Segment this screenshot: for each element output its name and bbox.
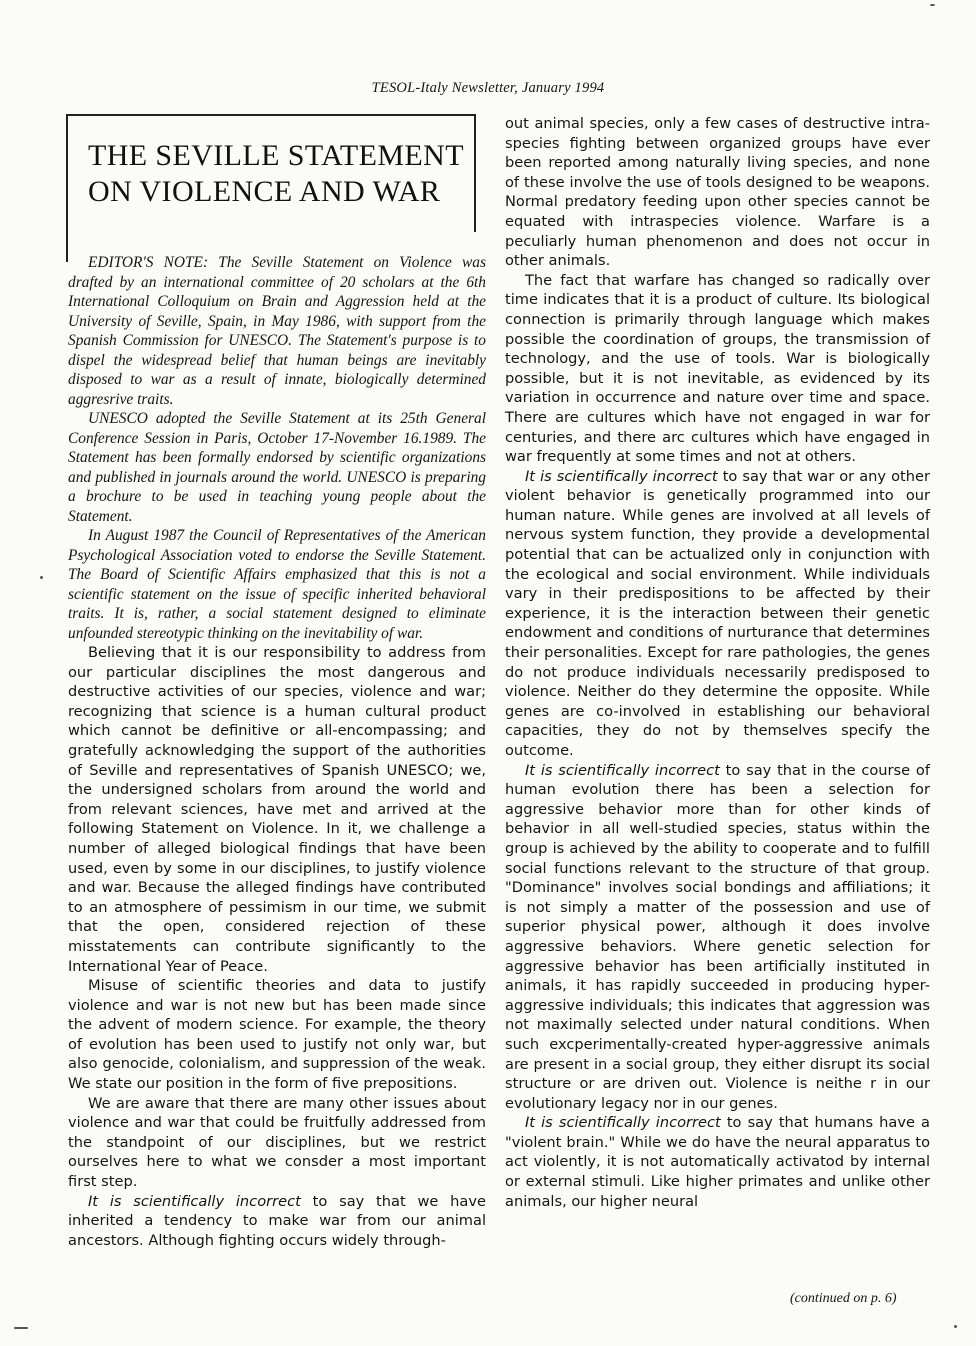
editors-note-paragraph: In August 1987 the Council of Representatives of the American Psychological Association voted to endorse the Seville Statement. The Board of Scientific Affairs emphasized that this is not a scientific statement on the issue of specific inherited behavioral traits. It is, rather, a social statement designed to eliminate unfounded stereotypic thinking on the inevitability of war. (68, 527, 486, 642)
scan-speck (930, 4, 935, 6)
body-paragraph: We are aware that there are many other issues about violence and war that could be fruitfully addressed from the standpoint of our disciplines, but we restrict ourselves here to what we consder a most important first step. (68, 1094, 486, 1191)
right-column (505, 114, 930, 1211)
left-column (68, 253, 486, 1250)
editors-note (68, 253, 486, 643)
running-header: TESOL-Italy Newsletter, January 1994 (371, 80, 605, 96)
body-paragraph: Believing that it is our responsibility to address from our particular disciplines the most dangerous and destructive activities of our species, violence and war; recognizing that science is a human cultural product which cannot be definitive or all-encompassing; and gratefully acknowledging the support of the authorities of Seville and representatives of Spanish UNESCO; we, the undersigned scholars from around the world and from relevant sciences, have met and arrived at the following Statement on Violence. In it, we challenge a number of alleged biological findings that have been used, even by some in our disciplines, to justify violence and war. Because the alleged findings have contributed to an atmosphere of pessimism in our time, we submit that the open, considered rejection of these misstatements can contribute significantly to the International Year of Peace. (68, 644, 486, 975)
body-paragraph: Misuse of scientific theories and data to justify violence and war is not new but has been made since the advent of modern science. For example, the theory of evolution has been used to justify not only war, but also genocide, colonialism, and suppression of the weak. We state our position in the form of five prepositions. (68, 977, 486, 1093)
proposition-lead: It is scientifically incorrect (88, 1192, 301, 1210)
scan-speck (14, 1327, 28, 1329)
body-paragraph (505, 761, 930, 1114)
title-line-1: THE SEVILLE STATEMENT (88, 139, 464, 172)
proposition-lead: It is scientifically incorrect (525, 467, 718, 485)
proposition-lead: It is scientifically incorrect (525, 1114, 721, 1132)
body-paragraph: out animal species, only a few cases of destructive intra-species fighting between organized groups have ever been reported among naturally living species, and none of these involve the use of tools designed to be weapons. Normal predatory feeding upon other species cannot be equated with intraspecies violence. Warfare is a peculiarly human phenomenon and does not occur in other animals. (505, 115, 930, 270)
article-title (88, 138, 488, 210)
proposition-text: to say that humans have a "violent brain." While we do have the neural apparatus to act violently, it is not automatically activatod by internal or external stimuli. Like higher primates and unlike other animals, our higher neural (505, 1114, 930, 1210)
proposition-text: to say that in the course of human evolution there has been a selection for aggressive behavior more than for other kinds of behavior in all well-studied species, status within the group is achieved by the ability to cooperate and to fulfill social functions relevant to the structure of that group. "Dominance" involves social bondings and affiliations; it is not simply a matter of the possession and use of superior physical power, although it does involve aggressive behaviors. Where genetic selection for aggressive behavior has been artificially instituted in animals, it has rapidly succeeded in producing hyper-aggressive individuals; this indicates that aggression was not maximally selected under natural conditions. When such excperimentally-created hyper-aggressive animals are present in a social group, they either disrupt its social structure or are driven out. Violence is neithe r in our evolutionary legacy nor in our genes. (505, 761, 930, 1112)
body-paragraph: The fact that warfare has changed so radically over time indicates that it is a product of culture. Its biological connection is primarily through language which makes possible the coordination of groups, the transmission of technology, and the use of tools. War is biologically possible, but it is not inevitable, as evidenced by its variation in occurrence and nature over time and space. There are cultures which have not engaged in war for centuries, and there arc cultures which have engaged in war frequently at some times and not at others. (505, 271, 930, 466)
proposition-text: to say that we have inherited a tendency to make war from our animal ancestors. Although fighting occurs widely through- (68, 1192, 486, 1249)
proposition-text: to say that war or any other violent behavior is genetically programmed into our human nature. While genes are involved at all levels of nervous system function, they provide a developmental potential that can be actualized only in conjunction with the ecological and social environment. While individuals vary in their predispositions to be affected by their experience, it is the interaction between their genetic endowment and conditions of nurturance that determines their personalities. Except for rare pathologies, the genes do not produce individuals necessarily predisposed to violence. Neither do they determine the opposite. While genes are co-involved in establishing our behavioral capacities, they do not by themselves specify the outcome. (505, 467, 930, 759)
title-line-2: ON VIOLENCE AND WAR (88, 175, 441, 208)
title-box (66, 114, 476, 232)
body-paragraph (505, 1113, 930, 1211)
editors-note-paragraph: UNESCO adopted the Seville Statement at its 25th General Conference Session in Paris, October 17-November 16.1989. The Statement has been formally endorsed by scientific organizations and published in journals around the world. UNESCO is preparing a brochure to be used in teaching young people about the Statement. (68, 410, 486, 525)
scan-speck (954, 1325, 957, 1328)
continued-note: (continued on p. 6) (790, 1291, 897, 1306)
scan-speck (40, 576, 43, 579)
editors-note-paragraph: EDITOR'S NOTE: The Seville Statement on Violence was drafted by an international committee of 20 scholars at the 6th International Colloquium on Brain and Aggression held at the University of Seville, Spain, in May 1986, with support from the Spanish Commission for UNESCO. The Statement's purpose is to dispel the widespread belief that human beings are inevitably disposed to war as a result of innate, biologically determined aggresrive traits. (68, 254, 486, 408)
body-paragraph (68, 1192, 486, 1251)
body-paragraph (505, 467, 930, 761)
proposition-lead: It is scientifically incorrect (525, 761, 720, 779)
